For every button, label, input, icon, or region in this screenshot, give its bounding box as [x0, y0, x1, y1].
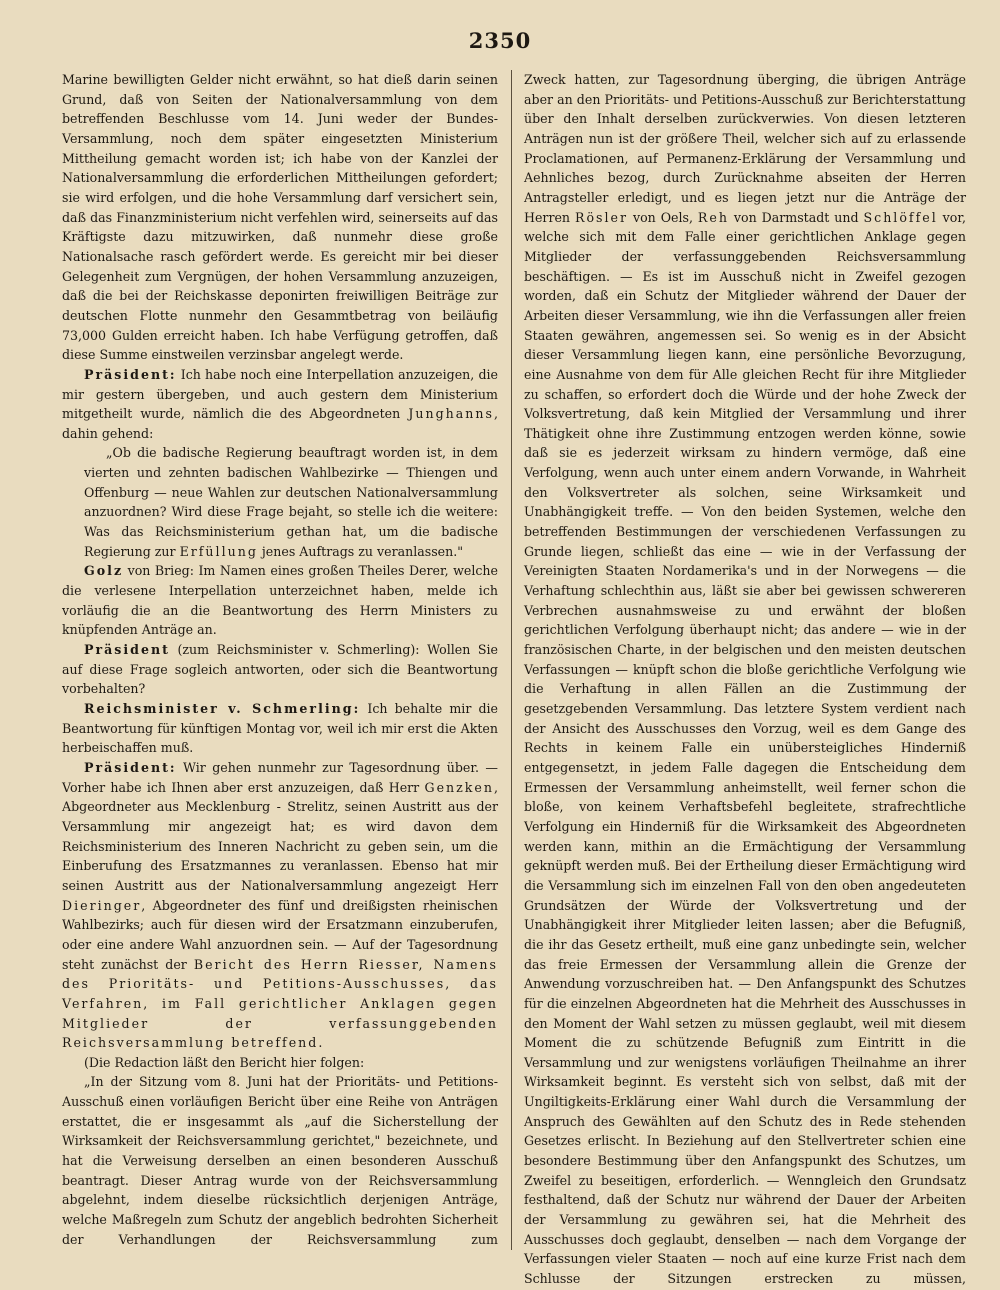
paragraph-text: vor, welche sich mit dem Falle einer gerichtlichen Anklage gegen Mitglieder der verfassunggebenden Reichsversammlung beschäftigen. — Es ist im Ausschuß nicht in Zweifel gezogen worden, daß ein Schutz der Mitglieder während der Dauer der Arbeiten dieser Versammlung, wie ihn die Verfassungen aller freien Staaten gewähren, angemessen sei. So wenig es in der Absicht dieser Versammlung liegen kann, eine persönliche Bevorzugung, eine Ausnahme von dem für Alle gleichen Recht für ihre Mitglieder zu schaffen, so erfordert doch die Würde und der hohe Zweck der Volksvertretung, daß kein Mitglied der Versammlung und ihrer Thätigkeit ohne ihre Zustimmung entzogen werden könne, sowie daß sie es jederzeit wirksam zu hindern vermöge, daß eine Verfolgung, wenn auch unter einem andern Vorwande, in Wahrheit den Volksvertreter als solchen, seine Wirksamkeit und Unabhängigkeit treffe. — Von den beiden Systemen, welche den betreffenden Bestimmungen der verschiedenen Verfassungen zu Grunde liegen, schließt das eine — wie in der Verfassung der Vereinigten Staaten Nordamerika's und in der Norwegens — die Verhaftung schlechthin aus, läßt sie aber bei gewissen schwereren Verbrechen ausnahmsweise zu und erwähnt der bloßen gerichtlichen Verfolgung überhaupt nicht; das andere — wie in der französischen Charte, in der belgischen und den meisten deutschen Verfassungen — knüpft schon die bloße gerichtliche Verfolgung wie die Verhaftung in allen Fällen an die Zustimmung der gesetzgebenden Versammlung. Das letztere System verdient nach der Ansicht des Ausschusses den Vorzug, weil es dem Gange des Rechts in keinem Falle ein unübersteigliches Hinderniß entgegensetzt, in jedem Falle dagegen die Entscheidung dem Ermessen der Versammlung anheimstellt, weil ferner schon die bloße, von keinem Verhaftsbefehl begleitete, strafrechtliche Verfolgung ein Hinderniß für die Wirksamkeit des Abgeordneten werden kann, mithin an die Ermächtigung der Versammlung geknüpft werden muß. Bei der Ertheilung dieser Ermächtigung wird die Versammlung sich im einzelnen Fall von den oben angedeuteten Grundsätzen der Würde der Volksvertretung und der Unabhängigkeit ihrer Mitglieder leiten lassen; aber die Befugniß, die ihr das Gesetz ertheilt, muß eine ganz unbedingte sein, welcher das freie Ermessen der Versammlung allein die Grenze der Anwendung vorzuschreiben hat. — Den Anfangspunkt des Schutzes für die einzelnen Abgeordneten hat die Mehrheit des Ausschusses in den Moment der Wahl setzen zu müssen geglaubt, weil mit diesem Moment die zu schützende Befugniß zum Eintritt in die Versammlung und zur wenigstens vorläufigen Theilnahme an ihrer Wirksamkeit beginnt. Es versteht sich von selbst, daß mit der Ungiltigkeits-Erklärung einer Wahl durch die Versammlung der Anspruch des Gewählten auf den Schutz des in Rede stehenden Gesetzes erlischt. In Beziehung auf den Stellvertreter schien eine besondere Bestimmung über den Anfangspunkt des Schutzes, um Zweifel zu beseitigen, erforderlich. — Wenngleich den Grundsatz festhaltend, daß der Schutz nur während der Dauer der Arbeiten der Versammlung zu gewähren sei, hat die Mehrheit des Ausschusses doch geglaubt, denselben — nach dem Vorgange der Verfassungen vieler Staaten — noch auf eine kurze Frist nach dem Schlusse der Sitzungen erstrecken zu müssen,	[524, 209, 967, 1287]
speaker-name: Präsident:	[84, 759, 177, 775]
left-paragraph-3	[62, 561, 498, 640]
quote-text: jenes Auftrags zu veranlassen."	[257, 543, 464, 559]
left-paragraph-4	[62, 640, 498, 699]
right-column	[524, 70, 966, 1289]
paragraph-text: von Oels,	[628, 209, 698, 225]
speaker-name: Präsident:	[84, 366, 177, 382]
speaker-name: Golz	[84, 563, 124, 579]
page-number: 2350	[468, 28, 532, 53]
deputy-name: Dieringer	[62, 897, 142, 913]
paragraph-text: Zweck hatten, zur Tagesordnung überging, die übrigen Anträge aber an den Prioritäts- und Petitions-Ausschuß zur Berichterstattung über den Inhalt derselben zurückverwies. Von diesen letzteren Anträgen nun ist der größere Theil, welcher sich auf zu erlassende Proclamationen, auf Permanenz-Erklärung der Versammlung und Aehnliches bezog, durch Zurücknahme abseiten der Herren Antragsteller erledigt, und es liegen jetzt nur die Anträge der Herren	[524, 72, 966, 225]
deputy-name: Genzken	[424, 779, 494, 795]
paragraph-text: Ich behalte mir die Beantwortung für künftigen Montag vor, weil ich mir erst die Akten herbeischaffen muß.	[62, 701, 498, 756]
deputy-name: Reh	[697, 209, 729, 225]
paragraph-text: , dahin gehend:	[62, 406, 498, 441]
left-column	[62, 70, 498, 1249]
paragraph-text: , Abgeordneter des fünf und dreißigsten rheinischen Wahlbezirks; auch für diesen wird der Ersatzmann einzuberufen, oder eine andere Wahl anzuordnen sein. — Auf der Tagesordnung steht zunächst der	[62, 897, 498, 972]
speaker-name: Präsident	[84, 642, 170, 658]
paragraph-text: von Darmstadt und	[728, 209, 864, 225]
column-divider	[511, 70, 512, 1250]
interpellation-quote	[62, 443, 498, 561]
paragraph-text: (zum Reichsminister v. Schmerling): Wollen Sie auf diese Frage sogleich antworten, oder sich die Beantwortung vorbehalten?	[62, 642, 498, 697]
agenda-item: Bericht des Herrn Riesser, Namens des Prioritäts- und Petitions-Ausschusses, das Verfahren, im Fall gerichtlicher Anklagen gegen Mitglieder der verfassunggebenden Reichsversammlung betreffend.	[62, 956, 498, 1051]
left-paragraph-5	[62, 699, 498, 758]
deputy-name: Rösler	[574, 209, 629, 225]
deputy-name: Schlöffel	[863, 209, 938, 225]
quote-text: „Ob die badische Regierung beauftragt worden ist, in dem vierten und zehnten badischen Wahlbezirke — Thiengen und Offenburg — neue Wahlen zur deutschen Nationalversammlung anzuordnen? Wird diese Frage bejaht, so stelle ich die weitere: Was das Reichsministerium gethan hat, um die badische Regierung zur	[84, 445, 498, 559]
emphasis-text: Erfüllung	[179, 543, 258, 559]
deputy-name: Junghanns	[408, 406, 494, 422]
left-paragraph-2	[62, 365, 498, 444]
left-paragraph-8: „In der Sitzung vom 8. Juni hat der Prioritäts- und Petitions-Ausschuß einen vorläufigen Bericht über eine Reihe von Anträgen erstattet, die er insgesammt als „auf die Sicherstellung der Wirksamkeit der Reichsversammlung gerichtet," bezeichnete, und hat die Verweisung derselben an einen besonderen Ausschuß beantragt. Dieser Antrag wurde von der Reichsversammlung abgelehnt, indem dieselbe rücksichtlich derjenigen Anträge, welche Maßregeln zum Schutz der angeblich bedrohten Sicherheit der Verhandlungen der Reichsversammlung zum	[62, 1074, 498, 1247]
paragraph-text: Wir gehen nunmehr zur Tagesordnung über. — Vorher habe ich Ihnen aber erst anzuzeigen, daß Herr	[62, 759, 498, 795]
paragraph-text: , Abgeordneter aus Mecklenburg - Strelitz, seinen Austritt aus der Versammlung mir angezeigt hat; es wird davon dem Reichsministerium des Inneren Nachricht zu geben sein, um die Einberufung des Ersatzmannes zu veranlassen. Ebenso hat mir seinen Austritt aus der Nationalversammlung angezeigt Herr	[62, 779, 498, 893]
left-paragraph-6	[62, 758, 498, 1053]
left-paragraph-1: Marine bewilligten Gelder nicht erwähnt, so hat dieß darin seinen Grund, daß von Seiten der Nationalversammlung von dem betreffenden Beschlusse vom 14. Juni weder der Bundes-Versammlung, noch dem später eingesetzten Ministerium Mittheilung gemacht worden ist; ich habe von der Kanzlei der Nationalversammlung die erforderlichen Mittheilungen gefordert; sie wird erfolgen, und die hohe Versammlung darf versichert sein, daß das Finanzministerium nicht verfehlen wird, seinerseits auf das Kräftigste dazu mitzuwirken, daß nunmehr diese große Nationalsache rasch gefördert werde. Es gereicht mir bei dieser Gelegenheit zum Vergnügen, der hohen Versammlung anzuzeigen, daß die bei der Reichskasse deponirten freiwilligen Beiträge zur deutschen Flotte nunmehr den Gesammtbetrag von beiläufig 73,000 Gulden erreicht haben. Ich habe Verfügung getroffen, daß diese Summe einstweilen verzinsbar angelegt werde.	[62, 72, 498, 363]
left-paragraph-7: (Die Redaction läßt den Bericht hier folgen:	[84, 1054, 365, 1070]
speaker-name: Reichsminister v. Schmerling:	[84, 701, 361, 716]
paragraph-text: Ich habe noch eine Interpellation anzuzeigen, die mir gestern übergeben, und auch gestern dem Ministerium mitgetheilt wurde, nämlich die des Abgeordneten	[62, 366, 498, 422]
right-paragraph-1	[524, 70, 966, 1289]
paragraph-text: von Brieg: Im Namen eines großen Theiles Derer, welche die verlesene Interpellation unterzeichnet haben, melde ich vorläufig die an die Beantwortung des Herrn Ministers zu knüpfenden Anträge an.	[62, 563, 498, 638]
